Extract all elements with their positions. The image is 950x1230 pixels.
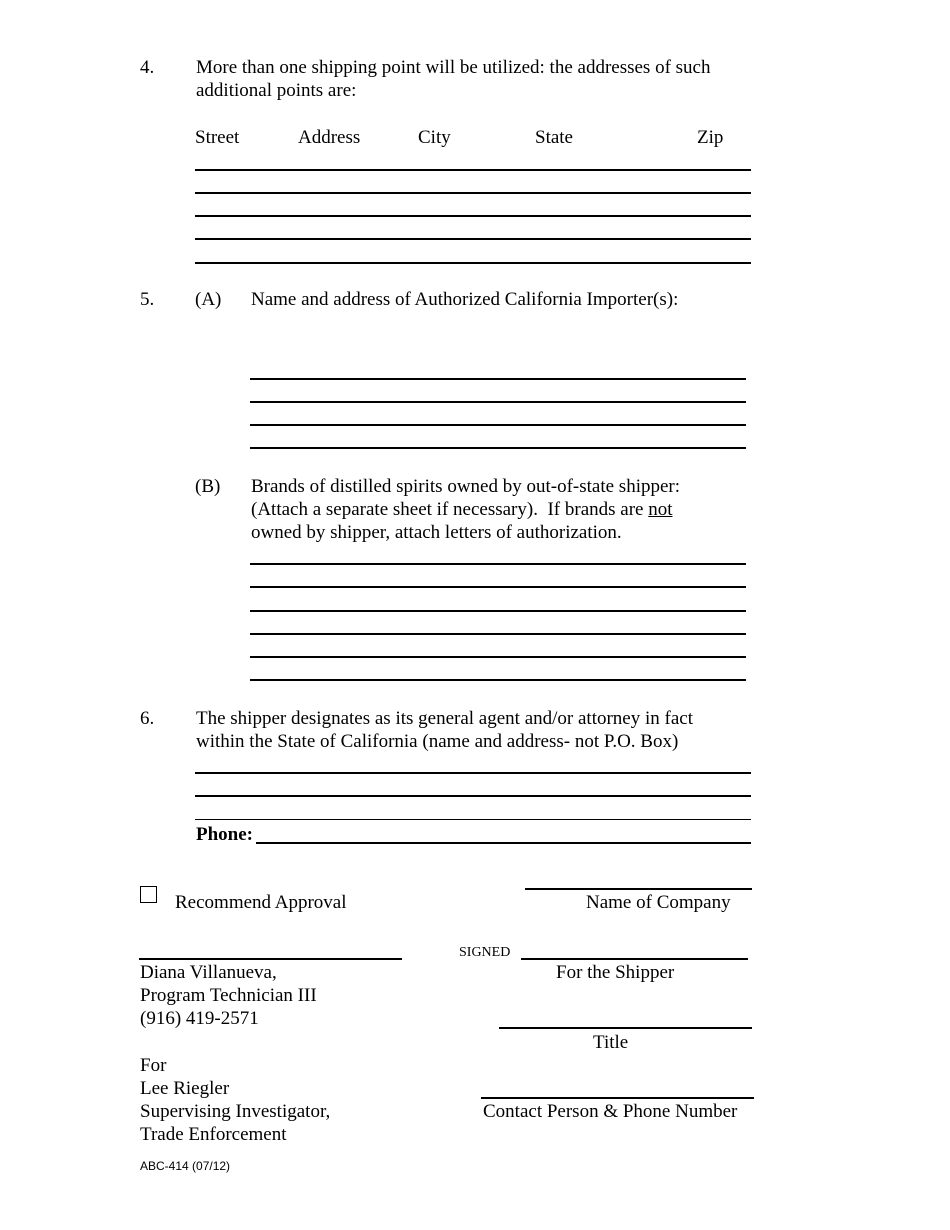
section-5b-emphasis-not: not [648, 499, 673, 520]
agent-entry-line[interactable] [195, 772, 751, 774]
brands-entry-line[interactable] [250, 563, 746, 565]
contact-person-label: Contact Person & Phone Number [483, 1101, 738, 1122]
section-5a-label: (A) [195, 289, 222, 310]
importer-entry-line[interactable] [250, 401, 746, 403]
agent-entry-line[interactable] [195, 819, 751, 820]
phone-label: Phone: [196, 824, 253, 845]
section-4-text-line2: additional points are: [196, 80, 357, 101]
brands-entry-line[interactable] [250, 656, 746, 658]
company-name-line[interactable] [525, 888, 752, 890]
supervisor-unit: Trade Enforcement [140, 1124, 287, 1145]
brands-entry-line[interactable] [250, 586, 746, 588]
technician-role: Program Technician III [140, 985, 317, 1006]
column-header-city: City [418, 127, 451, 148]
recommend-approval-label: Recommend Approval [175, 892, 347, 913]
phone-entry-line[interactable] [256, 842, 751, 844]
importer-entry-line[interactable] [250, 378, 746, 380]
section-4-number: 4. [140, 57, 155, 78]
supervisor-role: Supervising Investigator, [140, 1101, 331, 1122]
section-6-number: 6. [140, 708, 155, 729]
section-4-text-line1: More than one shipping point will be utilized: the addresses of such [196, 57, 711, 78]
for-label: For [140, 1055, 167, 1076]
address-entry-line[interactable] [195, 169, 751, 171]
section-5a-text: Name and address of Authorized California Importer(s): [251, 289, 679, 310]
address-entry-line[interactable] [195, 262, 751, 264]
column-header-state: State [535, 127, 573, 148]
section-5b-label: (B) [195, 476, 221, 497]
technician-phone: (916) 419-2571 [140, 1008, 259, 1029]
supervisor-name: Lee Riegler [140, 1078, 230, 1099]
section-5b-line2-text: (Attach a separate sheet if necessary). If brands are [251, 499, 649, 520]
column-header-address: Address [298, 127, 361, 148]
recommend-approval-checkbox[interactable] [140, 886, 157, 903]
name-of-company-label: Name of Company [586, 892, 731, 913]
column-header-street: Street [195, 127, 240, 148]
brands-entry-line[interactable] [250, 610, 746, 612]
brands-entry-line[interactable] [250, 633, 746, 635]
brands-entry-line[interactable] [250, 679, 746, 681]
address-entry-line[interactable] [195, 192, 751, 194]
section-5b-line3: owned by shipper, attach letters of authorization. [251, 522, 622, 543]
for-the-shipper-label: For the Shipper [556, 962, 675, 983]
title-line[interactable] [499, 1027, 752, 1029]
signature-line[interactable] [521, 958, 748, 960]
signed-label: SIGNED [459, 945, 511, 960]
form-id: ABC-414 (07/12) [140, 1159, 231, 1173]
technician-signature-line[interactable] [139, 958, 402, 960]
address-entry-line[interactable] [195, 238, 751, 240]
section-6-text-line2: within the State of California (name and address- not P.O. Box) [196, 731, 679, 752]
title-label: Title [593, 1032, 629, 1053]
section-5b-line1: Brands of distilled spirits owned by out-of-state shipper: [251, 476, 681, 497]
contact-line[interactable] [481, 1097, 754, 1099]
importer-entry-line[interactable] [250, 424, 746, 426]
section-5-number: 5. [140, 289, 155, 310]
agent-entry-line[interactable] [195, 795, 751, 797]
technician-name: Diana Villanueva, [140, 962, 277, 983]
section-5b-line2 [251, 498, 673, 521]
column-header-zip: Zip [697, 127, 724, 148]
section-6-text-line1: The shipper designates as its general agent and/or attorney in fact [196, 708, 693, 729]
address-entry-line[interactable] [195, 215, 751, 217]
importer-entry-line[interactable] [250, 447, 746, 449]
